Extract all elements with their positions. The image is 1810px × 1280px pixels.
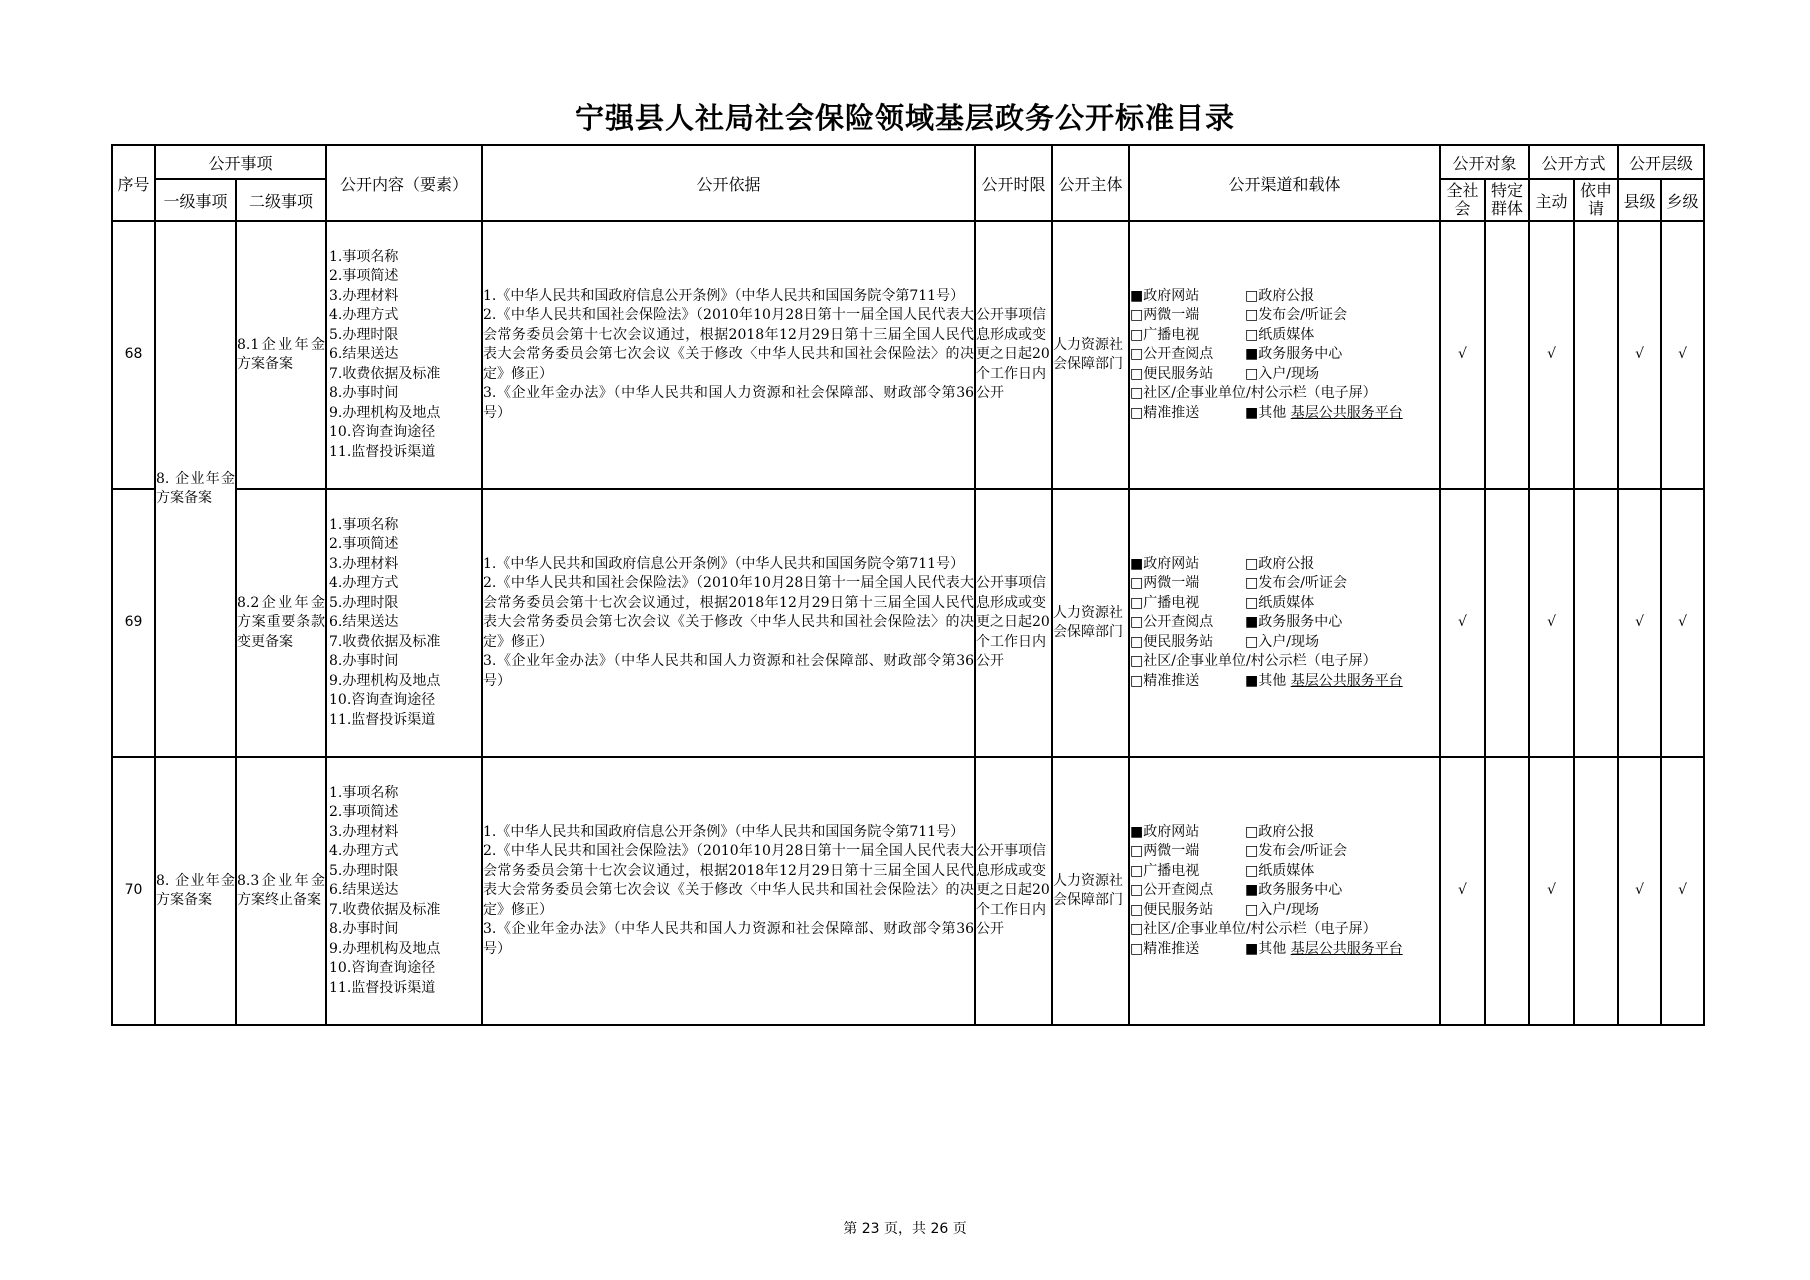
basis-item: 2.《中华人民共和国社会保险法》（2010年10月28日第十一届全国人民代表大会常务委员会第十七次会议通过，根据2018年12月29日第十三届全国人民代表大会常务委员会第七次会议《关于修改〈中华人民共和国社会保险法〉的决定》修正）	[483, 307, 975, 382]
channel-option: □纸质媒体	[1245, 594, 1315, 611]
content-item: 5.办理时限	[329, 862, 399, 879]
row-basis	[482, 757, 975, 1025]
row-level1: 8. 企业年金方案备案	[155, 221, 236, 757]
content-item: 2.事项简述	[329, 804, 399, 821]
channel-option: □政府公报	[1245, 823, 1315, 840]
channel-option: ■其他	[1245, 404, 1287, 421]
header-matters: 公开事项	[155, 145, 326, 179]
catalog-table	[111, 144, 1705, 1026]
content-item: 5.办理时限	[329, 594, 399, 611]
channel-option: □社区/企事业单位/村公示栏（电子屏）	[1130, 385, 1377, 402]
channel-option: □社区/企事业单位/村公示栏（电子屏）	[1130, 921, 1377, 938]
channel-option: □纸质媒体	[1245, 862, 1315, 879]
header-method-request: 依申请	[1574, 179, 1618, 221]
channel-option: □便民服务站	[1130, 633, 1214, 650]
content-item: 6.结果送达	[329, 882, 399, 899]
content-item: 8.办事时间	[329, 653, 399, 670]
basis-item: 2.《中华人民共和国社会保险法》（2010年10月28日第十一届全国人民代表大会常务委员会第十七次会议通过，根据2018年12月29日第十三届全国人民代表大会常务委员会第七次会议《关于修改〈中华人民共和国社会保险法〉的决定》修正）	[483, 575, 975, 650]
row-channels	[1129, 221, 1440, 489]
content-item: 2.事项简述	[329, 536, 399, 553]
channel-option: ■政务服务中心	[1245, 882, 1343, 899]
channel-option: □精准推送	[1130, 940, 1200, 957]
tick-level-town: √	[1661, 489, 1704, 757]
channel-option: □发布会/听证会	[1245, 843, 1347, 860]
row-time: 公开事项信息形成或变更之日起20个工作日内公开	[975, 489, 1052, 757]
other-channel-text: 基层公共服务平台	[1290, 672, 1403, 689]
tick-method-active: √	[1529, 489, 1574, 757]
channel-option: □两微一端	[1130, 307, 1200, 324]
channel-option: □便民服务站	[1130, 901, 1214, 918]
row-level2: 8.2企业年金方案重要条款变更备案	[236, 489, 326, 757]
content-item: 1.事项名称	[329, 248, 399, 265]
content-item: 8.办事时间	[329, 921, 399, 938]
content-item: 4.办理方式	[329, 843, 399, 860]
tick-level-town: √	[1661, 757, 1704, 1025]
content-item: 11.监督投诉渠道	[329, 979, 436, 996]
tick-level-county: √	[1618, 489, 1661, 757]
tick-target-specific	[1485, 757, 1529, 1025]
tick-method-active: √	[1529, 757, 1574, 1025]
channel-option: □入户/现场	[1245, 901, 1319, 918]
channel-option: □广播电视	[1130, 594, 1200, 611]
page-footer: 第 23 页，共 26 页	[843, 1221, 967, 1237]
content-item: 7.收费依据及标准	[329, 901, 441, 918]
tick-level-town: √	[1661, 221, 1704, 489]
channel-option: ■政府网站	[1130, 823, 1200, 840]
content-item: 9.办理机构及地点	[329, 404, 441, 421]
basis-item: 1.《中华人民共和国政府信息公开条例》（中华人民共和国国务院令第711号）	[483, 823, 965, 840]
tick-target-all: √	[1440, 221, 1485, 489]
channel-option: ■政务服务中心	[1245, 346, 1343, 363]
channel-option: ■其他	[1245, 672, 1287, 689]
content-item: 7.收费依据及标准	[329, 365, 441, 382]
row-seq: 70	[112, 757, 155, 1025]
row-level2: 8.3企业年金方案终止备案	[236, 757, 326, 1025]
header-basis: 公开依据	[482, 145, 975, 221]
content-item: 2.事项简述	[329, 268, 399, 285]
channel-option: □发布会/听证会	[1245, 575, 1347, 592]
header-level-county: 县级	[1618, 179, 1661, 221]
header-level-town: 乡级	[1661, 179, 1704, 221]
tick-method-active: √	[1529, 221, 1574, 489]
header-subject: 公开主体	[1052, 145, 1129, 221]
channel-option: □公开查阅点	[1130, 882, 1214, 899]
row-channels	[1129, 489, 1440, 757]
other-channel-text: 基层公共服务平台	[1290, 940, 1403, 957]
row-basis	[482, 221, 975, 489]
tick-target-specific	[1485, 221, 1529, 489]
row-content	[326, 221, 482, 489]
header-content: 公开内容（要素）	[326, 145, 482, 221]
row-content	[326, 757, 482, 1025]
row-channels	[1129, 757, 1440, 1025]
content-item: 5.办理时限	[329, 326, 399, 343]
tick-method-request	[1574, 221, 1618, 489]
content-item: 6.结果送达	[329, 346, 399, 363]
header-time: 公开时限	[975, 145, 1052, 221]
basis-item: 1.《中华人民共和国政府信息公开条例》（中华人民共和国国务院令第711号）	[483, 287, 965, 304]
content-item: 11.监督投诉渠道	[329, 443, 436, 460]
basis-item: 2.《中华人民共和国社会保险法》（2010年10月28日第十一届全国人民代表大会常务委员会第十七次会议通过，根据2018年12月29日第十三届全国人民代表大会常务委员会第七次会议《关于修改〈中华人民共和国社会保险法〉的决定》修正）	[483, 843, 975, 918]
channel-option: □精准推送	[1130, 404, 1200, 421]
channel-option: □入户/现场	[1245, 365, 1319, 382]
content-item: 3.办理材料	[329, 555, 399, 572]
channel-option: □入户/现场	[1245, 633, 1319, 650]
row-level1: 8. 企业年金方案备案	[155, 757, 236, 1025]
header-level: 公开层级	[1618, 145, 1704, 179]
tick-target-all: √	[1440, 489, 1485, 757]
channel-option: □精准推送	[1130, 672, 1200, 689]
basis-item: 1.《中华人民共和国政府信息公开条例》（中华人民共和国国务院令第711号）	[483, 555, 965, 572]
channel-option: □发布会/听证会	[1245, 307, 1347, 324]
channel-option: □公开查阅点	[1130, 346, 1214, 363]
row-seq: 68	[112, 221, 155, 489]
content-item: 1.事项名称	[329, 784, 399, 801]
content-item: 7.收费依据及标准	[329, 633, 441, 650]
channel-option: ■政府网站	[1130, 287, 1200, 304]
header-method: 公开方式	[1529, 145, 1618, 179]
content-item: 3.办理材料	[329, 287, 399, 304]
content-item: 1.事项名称	[329, 516, 399, 533]
channel-option: □两微一端	[1130, 843, 1200, 860]
row-time: 公开事项信息形成或变更之日起20个工作日内公开	[975, 221, 1052, 489]
row-basis	[482, 489, 975, 757]
channel-option: □政府公报	[1245, 555, 1315, 572]
other-channel-text: 基层公共服务平台	[1290, 404, 1403, 421]
content-item: 9.办理机构及地点	[329, 672, 441, 689]
content-item: 8.办事时间	[329, 385, 399, 402]
tick-method-request	[1574, 489, 1618, 757]
header-target-all: 全社会	[1440, 179, 1485, 221]
row-time: 公开事项信息形成或变更之日起20个工作日内公开	[975, 757, 1052, 1025]
content-item: 10.咨询查询途径	[329, 424, 436, 441]
channel-option: □广播电视	[1130, 862, 1200, 879]
table-row	[112, 221, 1704, 489]
header-level1: 一级事项	[155, 179, 236, 221]
header-target-specific: 特定群体	[1485, 179, 1529, 221]
channel-option: □两微一端	[1130, 575, 1200, 592]
basis-item: 3.《企业年金办法》（中华人民共和国人力资源和社会保障部、财政部令第36号）	[483, 653, 975, 689]
tick-method-request	[1574, 757, 1618, 1025]
channel-option: □纸质媒体	[1245, 326, 1315, 343]
content-item: 10.咨询查询途径	[329, 692, 436, 709]
table-row	[112, 489, 1704, 757]
channel-option: □公开查阅点	[1130, 614, 1214, 631]
basis-item: 3.《企业年金办法》（中华人民共和国人力资源和社会保障部、财政部令第36号）	[483, 921, 975, 957]
header-channels: 公开渠道和载体	[1129, 145, 1440, 221]
header-level2: 二级事项	[236, 179, 326, 221]
tick-level-county: √	[1618, 221, 1661, 489]
table-row	[112, 757, 1704, 1025]
channel-option: □便民服务站	[1130, 365, 1214, 382]
channel-option: □政府公报	[1245, 287, 1315, 304]
channel-option: ■政务服务中心	[1245, 614, 1343, 631]
tick-target-specific	[1485, 489, 1529, 757]
header-target: 公开对象	[1440, 145, 1529, 179]
content-item: 6.结果送达	[329, 614, 399, 631]
header-method-active: 主动	[1529, 179, 1574, 221]
row-subject: 人力资源社会保障部门	[1052, 757, 1129, 1025]
content-item: 4.办理方式	[329, 575, 399, 592]
channel-option: ■其他	[1245, 940, 1287, 957]
channel-option: ■政府网站	[1130, 555, 1200, 572]
content-item: 3.办理材料	[329, 823, 399, 840]
basis-item: 3.《企业年金办法》（中华人民共和国人力资源和社会保障部、财政部令第36号）	[483, 385, 975, 421]
content-item: 10.咨询查询途径	[329, 960, 436, 977]
document-title: 宁强县人社局社会保险领域基层政务公开标准目录	[574, 101, 1235, 135]
header-seq: 序号	[112, 145, 155, 221]
content-item: 11.监督投诉渠道	[329, 711, 436, 728]
tick-target-all: √	[1440, 757, 1485, 1025]
row-content	[326, 489, 482, 757]
row-subject: 人力资源社会保障部门	[1052, 221, 1129, 489]
content-item: 4.办理方式	[329, 307, 399, 324]
row-seq: 69	[112, 489, 155, 757]
row-subject: 人力资源社会保障部门	[1052, 489, 1129, 757]
channel-option: □广播电视	[1130, 326, 1200, 343]
channel-option: □社区/企事业单位/村公示栏（电子屏）	[1130, 653, 1377, 670]
tick-level-county: √	[1618, 757, 1661, 1025]
content-item: 9.办理机构及地点	[329, 940, 441, 957]
row-level2: 8.1企业年金方案备案	[236, 221, 326, 489]
